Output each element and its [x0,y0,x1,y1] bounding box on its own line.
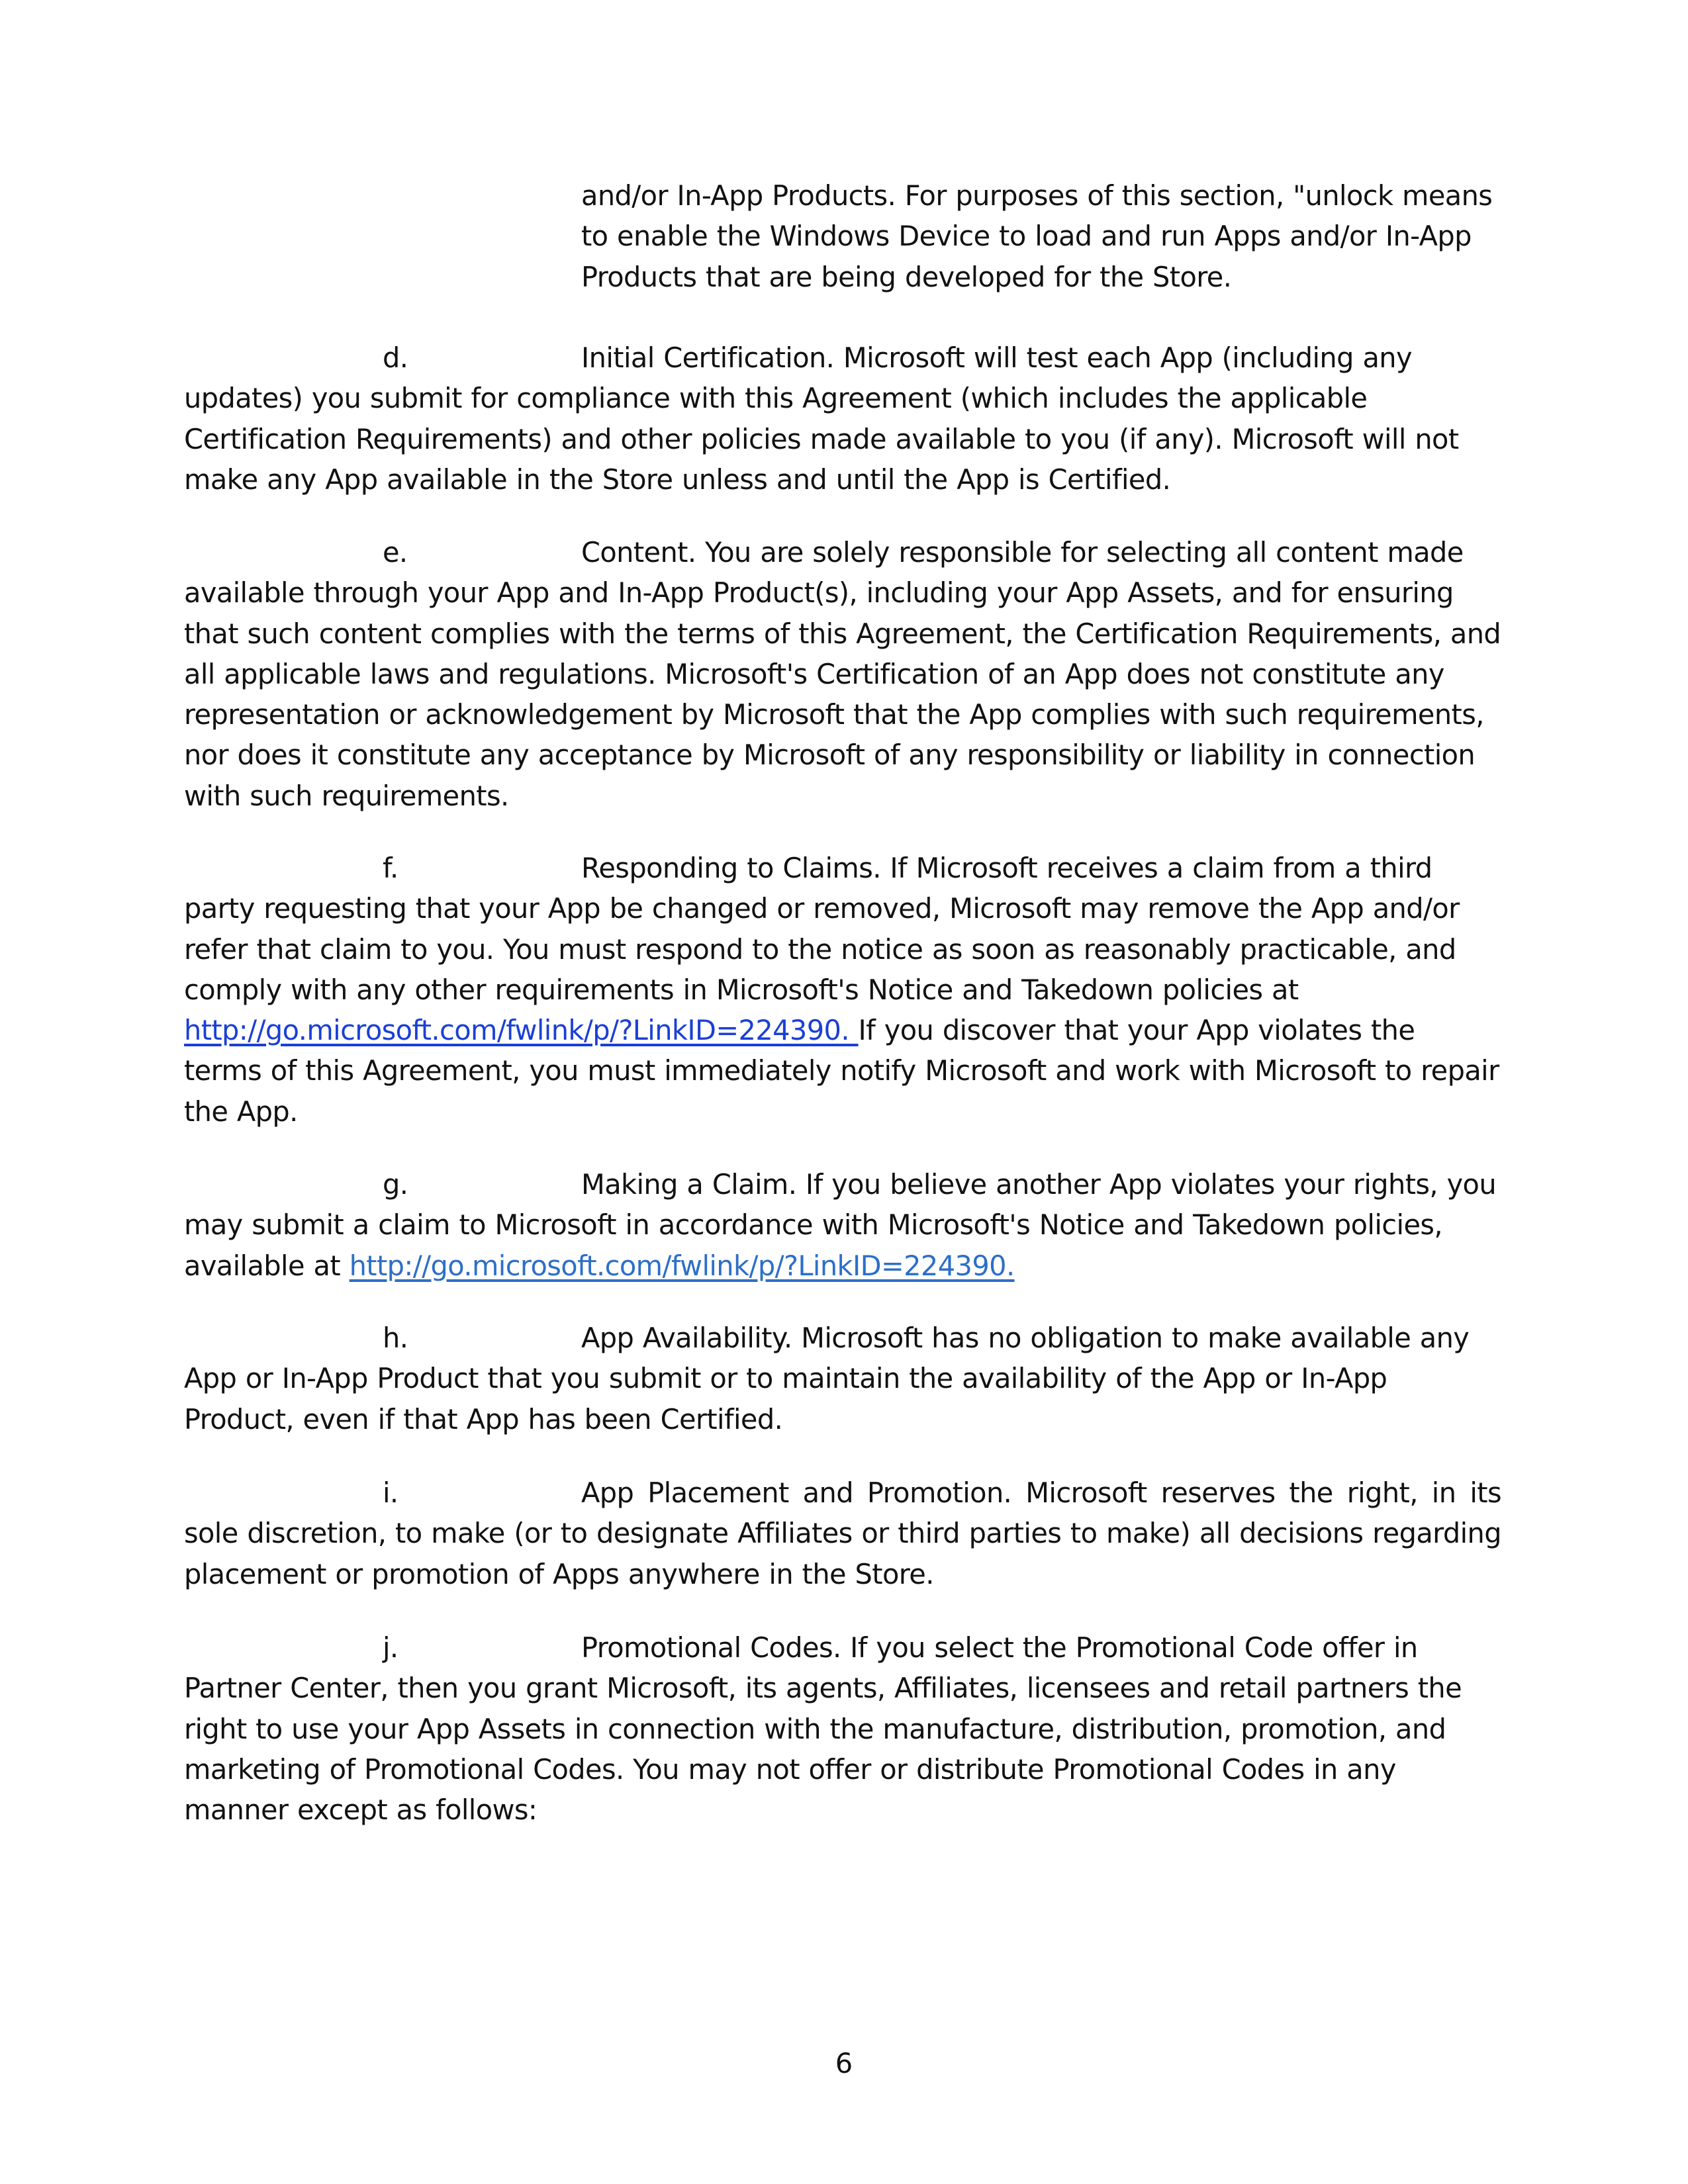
section-h-label: h. [383,1322,408,1354]
section-f-label: f. [383,852,399,884]
section-j-text: Promotional Codes. If you select the Promotional Code offer in Partner Center, then you grant Microsoft, its agents, Affiliates, licensees and retail partners the right to use your App Assets in connection with the manufacture, distribution, promotion, and marketing of Promotional Codes. You may not offer or distribute Promotional Codes in any manner except as follows: [184,1631,1462,1827]
continuation-paragraph: and/or In-App Products. For purposes of this section, "unlock means to enable the Windows Device to load and run Apps and/or In-App Products that are being developed for the Store. [581,179,1493,293]
section-j [184,1627,1501,1830]
section-h [184,1318,1501,1439]
section-g [184,1164,1501,1286]
section-g-label: g. [383,1168,408,1201]
page-number: 6 [835,2047,853,2079]
section-e-label: e. [383,536,408,569]
section-i [184,1473,1501,1594]
section-f-text-before: Responding to Claims. If Microsoft receives a claim from a third party requesting that your App be changed or removed, Microsoft may remove the App and/or refer that claim to you. You must respond to the notice as soon as reasonably practicable, and comply with any other requirements in Microsoft's Notice and Takedown policies at [184,852,1460,1006]
section-d [184,338,1501,500]
section-d-label: d. [383,341,408,374]
takedown-policy-link[interactable]: http://go.microsoft.com/fwlink/p/?LinkID=224390. [184,1014,859,1047]
section-g-text: Making a Claim. If you believe another App violates your rights, you may submit a claim to Microsoft in accordance with Microsoft's Notice and Takedown policies, available at [184,1168,1497,1282]
section-e-text: Content. You are solely responsible for selecting all content made available through your App and In-App Product(s), including your App Assets, and for ensuring that such content complies with the terms of this Agreement, the Certification Requirements, and all applicable laws and regulations. Microsoft's Certification of an App does not constitute any representation or acknowledgement by Microsoft that the App complies with such requirements, nor does it constitute any acceptance by Microsoft of any responsibility or liability in connection with such requirements. [184,536,1501,812]
claim-policy-link[interactable]: http://go.microsoft.com/fwlink/p/?LinkID=224390. [349,1249,1015,1282]
section-e [184,532,1501,816]
section-i-text: App Placement and Promotion. Microsoft reserves the right, in its sole discretion, to make (or to designate Affiliates or third parties to make) all decisions regarding placement or promotion of Apps anywhere in the Store. [184,1477,1501,1590]
section-j-label: j. [383,1631,399,1664]
section-f [184,848,1501,1132]
section-h-text: App Availability. Microsoft has no obligation to make available any App or In-App Product that you submit or to maintain the availability of the App or In-App Product, even if that App has been Certified. [184,1322,1470,1435]
section-d-text: Initial Certification. Microsoft will test each App (including any updates) you submit for compliance with this Agreement (which includes the applicable Certification Requirements) and other policies made available to you (if any). Microsoft will not make any App available in the Store unless and until the App is Certified. [184,341,1459,496]
section-i-label: i. [383,1477,399,1509]
section-f-text-after: If you discover that your App violates the terms of this Agreement, you must immediately notify Microsoft and work with Microsoft to repair the App. [184,1014,1499,1128]
